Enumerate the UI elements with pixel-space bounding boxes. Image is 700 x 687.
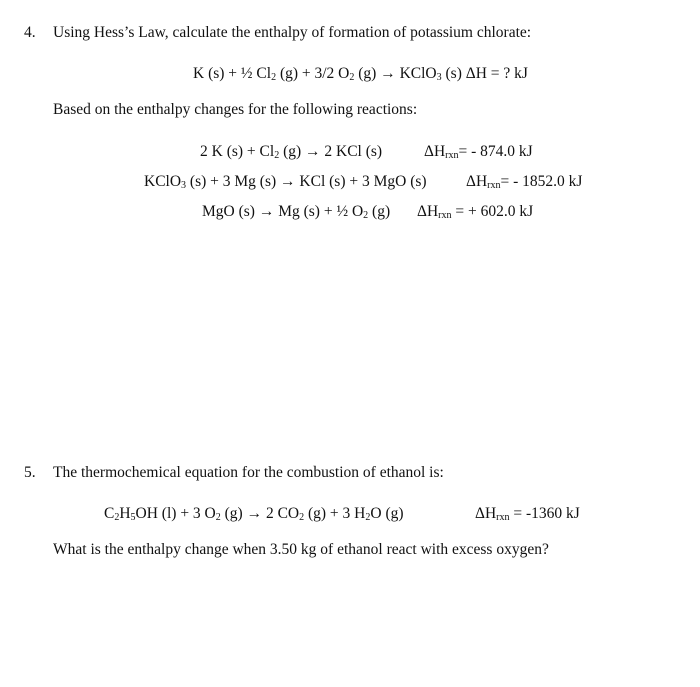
reaction-2-equation: KClO$_3$ (s) + 3 Mg (s) → KCl (s) + 3 MgO (s) [144,173,427,191]
question-4-prompt: Using Hess’s Law, calculate the enthalpy of formation of potassium chlorate: [53,24,532,41]
question-4-number: 4. [24,24,36,41]
based-on-text: Based on the enthalpy changes for the following reactions: [53,101,418,118]
question-5-prompt: The thermochemical equation for the combustion of ethanol is: [53,464,444,481]
reaction-3-equation: MgO (s) → Mg (s) + ½ $O_2$ (g) [202,203,391,221]
ethanol-combustion-enthalpy: $\Delta H_{rxn} = -1360$ kJ [475,505,580,523]
ethanol-combustion-equation: $C_2H_5OH$ (l) + 3 $O_2$ (g) → 2 $CO_2$ (g) + 3 $H_2O$ (g) [104,505,404,523]
question-5-ask: What is the enthalpy change when 3.50 kg of ethanol react with excess oxygen? [53,541,549,558]
reaction-3-enthalpy: $\Delta H_{rxn}$ = + 602.0 kJ [417,203,534,221]
reaction-1-equation: 2 K $(s) + Cl_2$ (g) → 2 KCl (s) [200,143,383,161]
reaction-1-enthalpy: $\Delta H_{rxn}= - 874.0$ kJ [424,143,533,161]
reaction-2-enthalpy: $\Delta H_{rxn}= - 1852.0$ kJ [466,173,583,191]
target-equation: K (s) + ½ $Cl_2$ (g) + 3/2 $O_2$ (g) → KClO$_3$ (s) ΔH = ? kJ [193,65,528,83]
question-5-number: 5. [24,464,36,481]
